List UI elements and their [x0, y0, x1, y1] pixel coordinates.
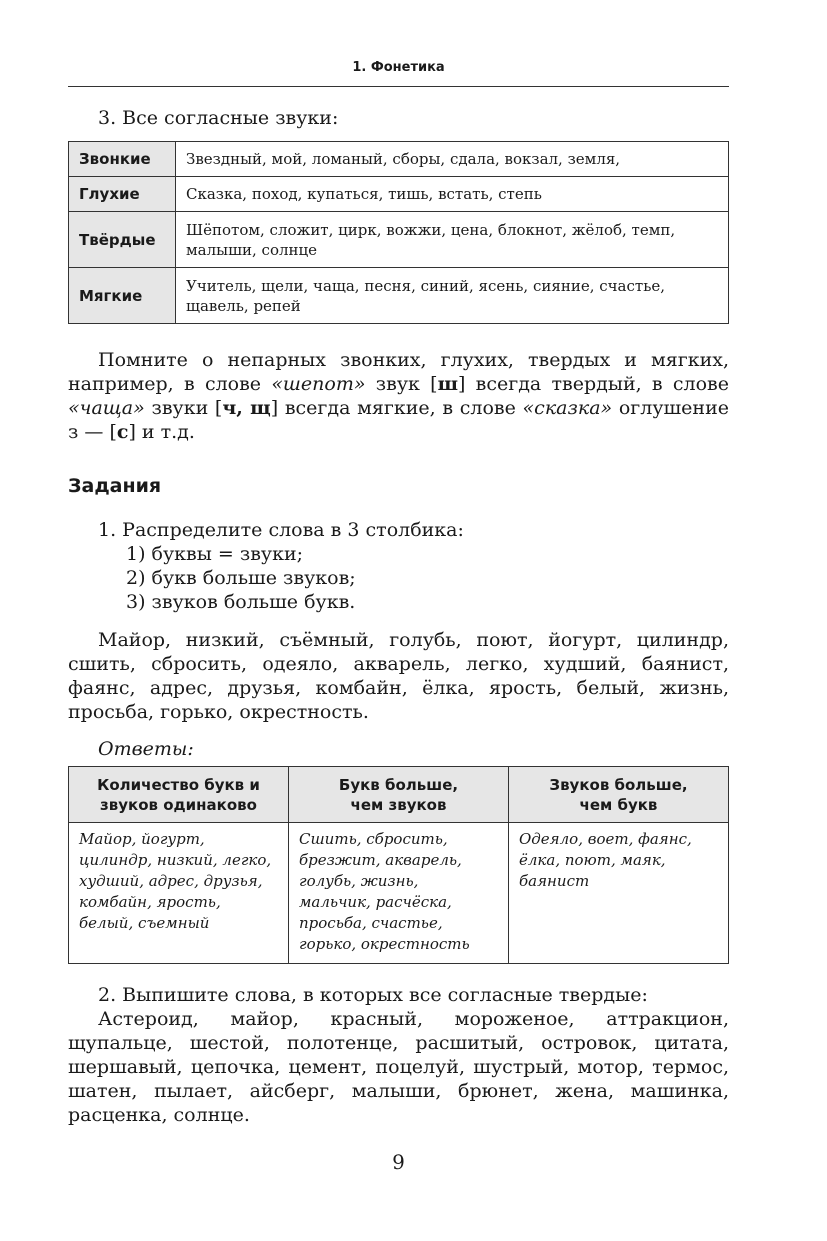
- note-text: Помните о непарных звонких, глухих, твердых и мягких, например, в слове: [68, 349, 729, 395]
- header-rule: [68, 86, 729, 87]
- cell-line: белый, съемный: [79, 914, 210, 932]
- consonants-table: [68, 141, 729, 324]
- row-value: Звездный, мой, ломаный, сборы, сдала, вокзал, земля,: [176, 142, 729, 177]
- table-row: [69, 823, 729, 964]
- table-row: [69, 268, 729, 324]
- row-key: Звонкие: [69, 142, 176, 177]
- note-text: ] всегда мягкие, в слове: [270, 397, 523, 419]
- page-number: 9: [392, 1150, 405, 1174]
- note-text: ] всегда твердый, в слове: [458, 373, 729, 395]
- row-key: Твёрдые: [69, 212, 176, 268]
- answers-table-wrap: [68, 766, 729, 964]
- column-header: Звуков больше, чем букв: [509, 767, 729, 823]
- cell-line: просьба, счастье,: [299, 914, 443, 932]
- answer-cell: [69, 823, 289, 964]
- note-text: оглушение з — [: [68, 397, 729, 443]
- cell-line: комбайн, ярость,: [79, 893, 221, 911]
- task1-block: [68, 518, 729, 614]
- row-value: Учитель, щели, чаща, песня, синий, ясень, сияние, счастье, щавель, репей: [176, 268, 729, 324]
- cell-line: худший, адрес, друзья,: [79, 872, 263, 890]
- row-key: Мягкие: [69, 268, 176, 324]
- task1-words: Майор, низкий, съёмный, голубь, поют, йогурт, цилиндр, сшить, сбросить, одеяло, акварель, легко, худший, баянист, фаянс, адрес, друзья, комбайн, ёлка, ярость, белый, жизнь, просьба, горько, окрестность.: [68, 629, 729, 723]
- running-header: 1. Фонетика: [352, 60, 445, 75]
- table-row: [69, 177, 729, 212]
- note-paragraph: [68, 348, 729, 444]
- table-header-row: [69, 767, 729, 823]
- answer-cell: [289, 823, 509, 964]
- cell-line: Одеяло, воет, фаянс,: [519, 830, 692, 848]
- note-text: ] и т.д.: [128, 421, 195, 443]
- cell-line: баянист: [519, 872, 590, 890]
- list-item: 3) звуков больше букв.: [126, 591, 356, 613]
- cell-line: ёлка, поют, маяк,: [519, 851, 666, 869]
- note-sound: ш: [437, 373, 458, 395]
- column-header: Количество букв и звуков одинаково: [69, 767, 289, 823]
- note-word: «чаща»: [68, 397, 145, 419]
- task1-title: 1. Распределите слова в 3 столбика:: [98, 519, 464, 541]
- list-item: 2) букв больше звуков;: [126, 567, 356, 589]
- note-text: звук [: [365, 373, 438, 395]
- cell-line: Сшить, сбросить,: [299, 830, 448, 848]
- note-text: звуки [: [144, 397, 223, 419]
- task2-title: 2. Выпишите слова, в которых все согласные твердые:: [98, 984, 648, 1006]
- note-word: «сказка»: [522, 397, 613, 419]
- answers-label: Ответы:: [98, 738, 194, 760]
- tasks-heading: Задания: [68, 475, 162, 497]
- row-value: Шёпотом, сложит, цирк, вожжи, цена, блокнот, жёлоб, темп, малыши, солнце: [176, 212, 729, 268]
- cell-line: голубь, жизнь,: [299, 872, 419, 890]
- cell-line: Майор, йогурт,: [79, 830, 205, 848]
- list-item: 1) буквы = звуки;: [126, 543, 304, 565]
- row-value: Сказка, поход, купаться, тишь, встать, степь: [176, 177, 729, 212]
- note-sound: с: [116, 421, 129, 443]
- table-row: [69, 212, 729, 268]
- answer-cell: [509, 823, 729, 964]
- cell-line: горько, окрестность: [299, 935, 470, 953]
- table-row: [69, 142, 729, 177]
- cell-line: брезжит, акварель,: [299, 851, 462, 869]
- cell-line: цилиндр, низкий, легко,: [79, 851, 272, 869]
- task2-words: Астероид, майор, красный, мороженое, аттракцион, щупальце, шестой, полотенце, расшитый, островок, цитата, шершавый, цепочка, цемент, поцелуй, шустрый, мотор, термос, шатен, пылает, айсберг, малыши, брюнет, жена, машинка, расценка, солнце.: [68, 1008, 729, 1126]
- cell-line: мальчик, расчёска,: [299, 893, 452, 911]
- column-header: Букв больше, чем звуков: [289, 767, 509, 823]
- row-key: Глухие: [69, 177, 176, 212]
- section3-title: 3. Все согласные звуки:: [98, 107, 339, 129]
- note-word: «шепот»: [271, 373, 366, 395]
- note-sound: ч, щ: [222, 397, 271, 419]
- consonants-table-wrap: [68, 141, 729, 324]
- answers-table: [68, 766, 729, 964]
